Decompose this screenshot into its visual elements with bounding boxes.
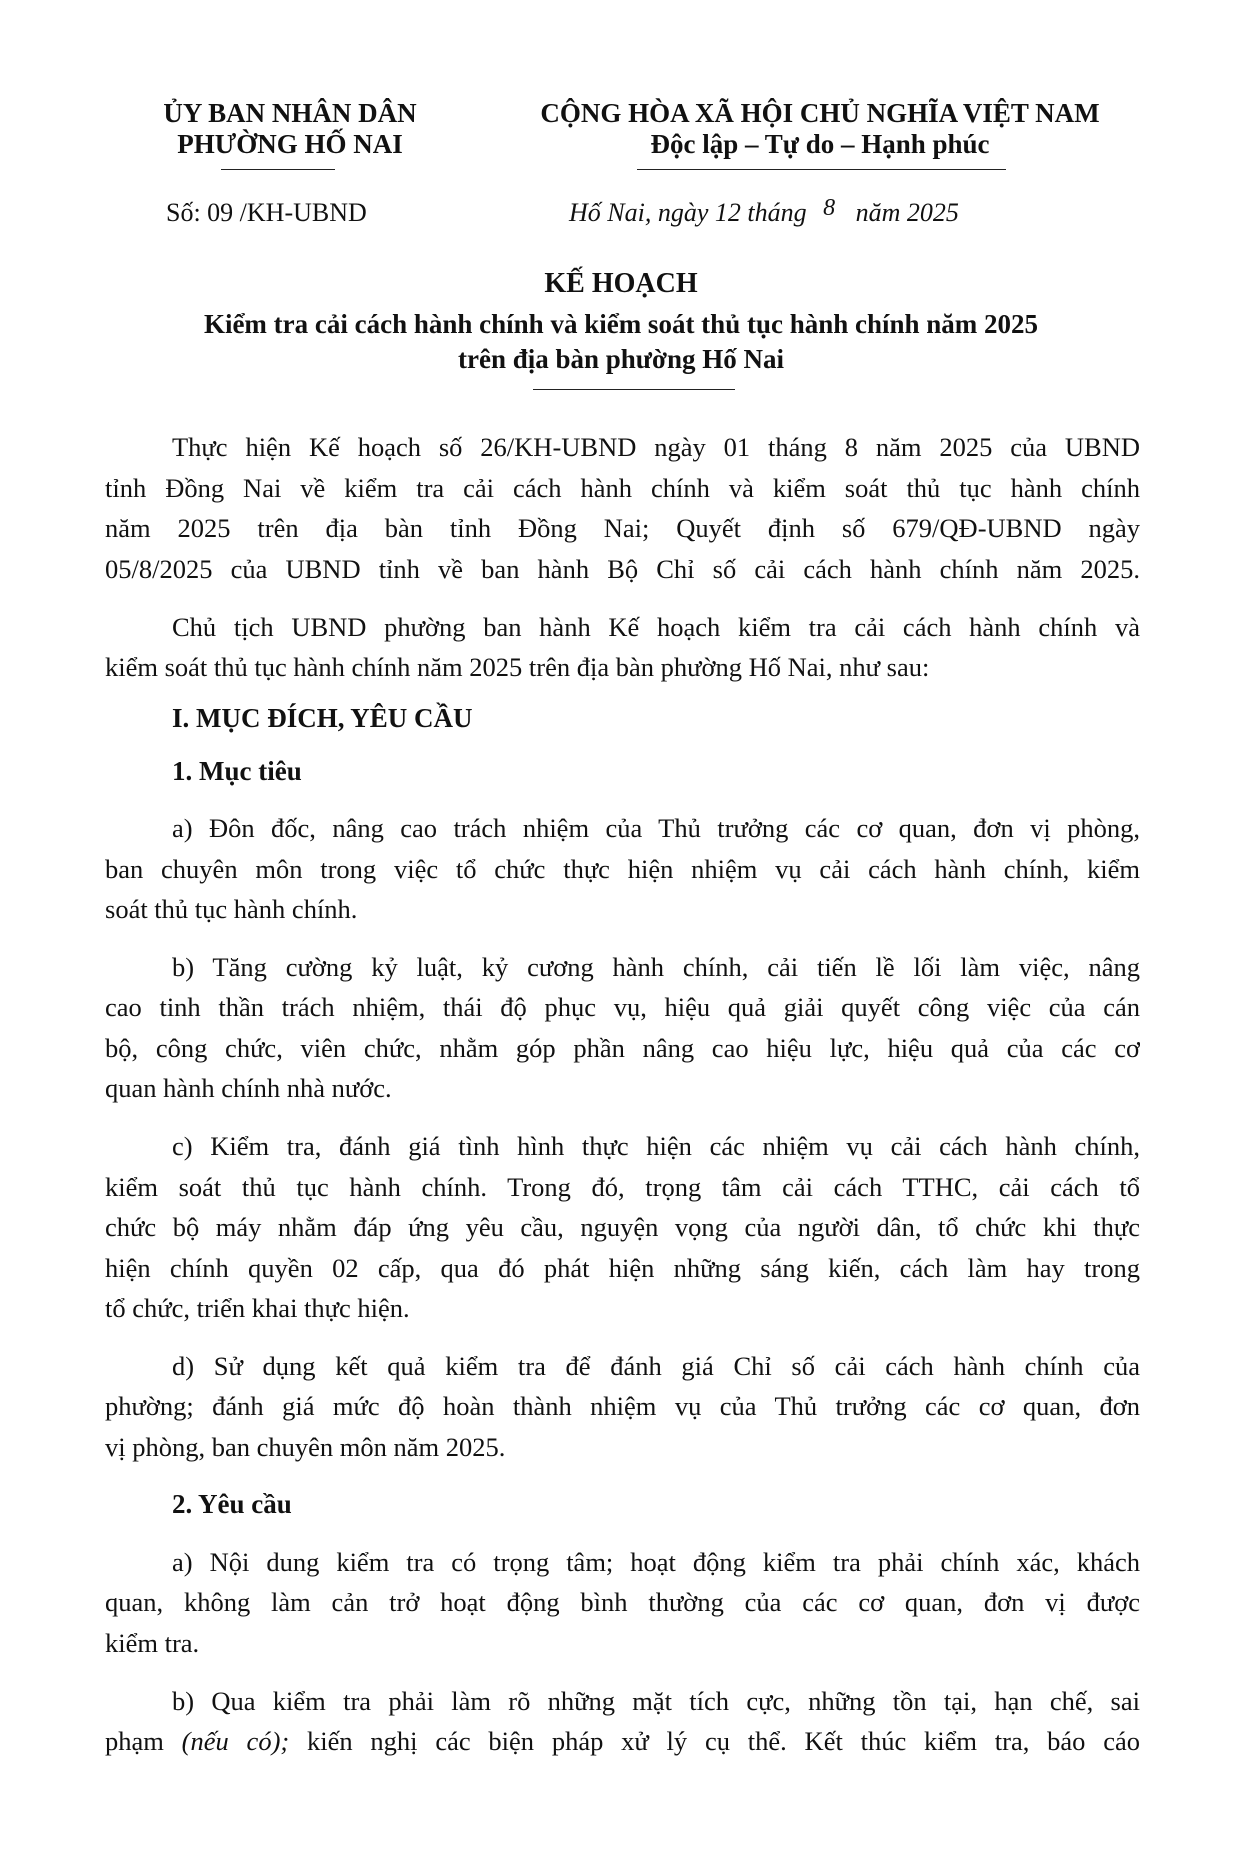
text-line: Thực hiện Kế hoạch số 26/KH-UBND ngày 01 tháng 8 năm 2025 của UBND [172, 432, 1140, 462]
agency-line-2: PHƯỜNG HỐ NAI [177, 129, 403, 159]
text-line: b) Qua kiểm tra phải làm rõ những mặt tích cực, những tồn tại, hạn chế, sai [172, 1686, 1140, 1716]
agency-underline [221, 169, 335, 170]
agency-line-1: ỦY BAN NHÂN DÂN [163, 98, 417, 128]
text-line: hiện chính quyền 02 cấp, qua đó phát hiện những sáng kiến, cách làm hay trong [105, 1253, 1140, 1283]
document-subtitle-1: Kiểm tra cải cách hành chính và kiểm soát thủ tục hành chính năm 2025 [203, 309, 1039, 339]
section-heading-1: I. MỤC ĐÍCH, YÊU CẦU [172, 703, 473, 733]
date-month: 8 [823, 195, 836, 221]
text-line [105, 1725, 1140, 1757]
text-line: ban chuyên môn trong việc tổ chức thực hiện nhiệm vụ cải cách hành chính, kiểm [105, 854, 1140, 884]
date-place: Hố Nai, ngày 12 tháng [569, 198, 807, 227]
text-line: quan hành chính nhà nước. [105, 1073, 392, 1103]
text-line: 05/8/2025 của UBND tỉnh về ban hành Bộ Chỉ số cải cách hành chính năm 2025. [105, 554, 1140, 584]
text-line: c) Kiểm tra, đánh giá tình hình thực hiện các nhiệm vụ cải cách hành chính, [172, 1131, 1140, 1161]
text-segment: phạm [105, 1726, 164, 1756]
text-line: soát thủ tục hành chính. [105, 894, 358, 924]
text-line: tổ chức, triển khai thực hiện. [105, 1293, 410, 1323]
text-italic-note: (nếu có); [181, 1726, 290, 1756]
text-line: năm 2025 trên địa bàn tỉnh Đồng Nai; Quyết định số 679/QĐ-UBND ngày [105, 513, 1140, 543]
text-line: phường; đánh giá mức độ hoàn thành nhiệm vụ của Thủ trưởng các cơ quan, đơn [105, 1391, 1140, 1421]
text-line: chức bộ máy nhằm đáp ứng yêu cầu, nguyện vọng của người dân, tổ chức khi thực [105, 1212, 1140, 1242]
motto: Độc lập – Tự do – Hạnh phúc [650, 129, 990, 159]
text-line: a) Đôn đốc, nâng cao trách nhiệm của Thủ trưởng các cơ quan, đơn vị phòng, [172, 813, 1140, 843]
document-title: KẾ HOẠCH [544, 268, 698, 299]
text-line: d) Sử dụng kết quả kiểm tra để đánh giá Chỉ số cải cách hành chính của [172, 1351, 1140, 1381]
country-name: CỘNG HÒA XÃ HỘI CHỦ NGHĨA VIỆT NAM [540, 98, 1100, 128]
date-year: năm 2025 [855, 198, 959, 227]
text-line: kiểm soát thủ tục hành chính năm 2025 trên địa bàn phường Hố Nai, như sau: [105, 652, 930, 682]
text-line: tỉnh Đồng Nai về kiểm tra cải cách hành chính và kiểm soát thủ tục hành chính [105, 473, 1140, 503]
text-line: a) Nội dung kiểm tra có trọng tâm; hoạt động kiểm tra phải chính xác, khách [172, 1547, 1140, 1577]
text-line: cao tinh thần trách nhiệm, thái độ phục vụ, hiệu quả giải quyết công việc của cán [105, 992, 1140, 1022]
text-line: quan, không làm cản trở hoạt động bình thường của các cơ quan, đơn vị được [105, 1587, 1140, 1617]
text-line: kiểm soát thủ tục hành chính. Trong đó, trọng tâm cải cách TTHC, cải cách tổ [105, 1172, 1140, 1202]
document-number: Số: 09 /KH-UBND [166, 198, 367, 227]
text-line: b) Tăng cường kỷ luật, kỷ cương hành chính, cải tiến lề lối làm việc, nâng [172, 952, 1140, 982]
national-motto [470, 98, 1170, 160]
document-date [569, 195, 959, 228]
subsection-heading-objectives: 1. Mục tiêu [172, 756, 302, 786]
document-subtitle-2: trên địa bàn phường Hố Nai [458, 344, 784, 374]
text-line: vị phòng, ban chuyên môn năm 2025. [105, 1432, 506, 1462]
text-line: kiểm tra. [105, 1628, 200, 1658]
motto-underline [637, 169, 1006, 170]
text-line: Chủ tịch UBND phường ban hành Kế hoạch kiểm tra cải cách hành chính và [172, 612, 1140, 642]
text-segment: kiến nghị các biện pháp xử lý cụ thể. Kết thúc kiểm tra, báo cáo [307, 1726, 1140, 1756]
agency-name [112, 98, 468, 160]
text-line: bộ, công chức, viên chức, nhằm góp phần nâng cao hiệu lực, hiệu quả của các cơ [105, 1033, 1140, 1063]
title-underline [533, 389, 735, 390]
subsection-heading-requirements: 2. Yêu cầu [172, 1489, 292, 1519]
